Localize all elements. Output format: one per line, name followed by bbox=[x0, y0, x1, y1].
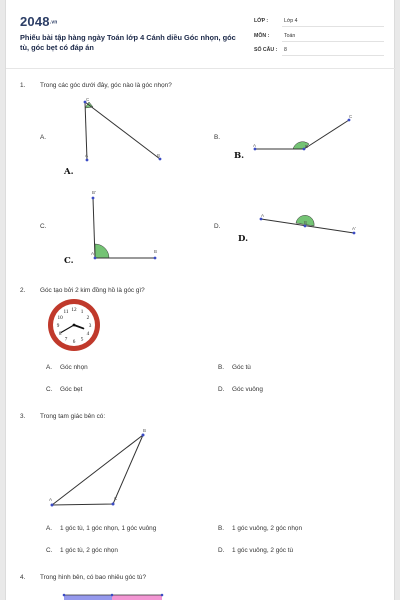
q1c-point-label: B' bbox=[92, 190, 96, 195]
q2-clock-image bbox=[46, 297, 102, 353]
q1-option-a-letter[interactable]: A. bbox=[40, 134, 47, 141]
meta-divider bbox=[282, 41, 384, 42]
q4-number: 4. bbox=[20, 574, 26, 581]
q2-option-c-letter[interactable]: C. bbox=[46, 386, 53, 393]
q3-point-label: B bbox=[143, 428, 147, 433]
q2-option-d-letter[interactable]: D. bbox=[218, 386, 225, 393]
q3-point-label: A bbox=[49, 497, 53, 502]
q1a-point-label: C bbox=[86, 97, 90, 102]
q1-figure-a bbox=[76, 97, 166, 169]
meta-label-class: LỚP : bbox=[254, 18, 269, 24]
q1c-point-label: B bbox=[154, 249, 158, 254]
clock-numeral: 2 bbox=[86, 314, 90, 321]
q3-option-c-letter[interactable]: C. bbox=[46, 547, 53, 554]
q1d-point-label: B bbox=[304, 220, 308, 225]
clock-numeral: 3 bbox=[88, 322, 92, 329]
q4-text: Trong hình bên, có bao nhiêu góc tù? bbox=[40, 574, 146, 581]
q2-option-b-text[interactable]: Góc tù bbox=[232, 364, 251, 371]
q1b-point-label: B bbox=[305, 144, 309, 149]
meta-label-subject: MÔN : bbox=[254, 33, 270, 39]
q3-option-d-text[interactable]: 1 góc vuông, 2 góc tù bbox=[232, 547, 294, 554]
header-divider bbox=[6, 68, 396, 69]
q3-option-a-text[interactable]: 1 góc tù, 1 góc nhọn, 1 góc vuông bbox=[60, 525, 157, 532]
clock-numeral: 4 bbox=[86, 330, 90, 337]
clock-numeral: 8 bbox=[58, 330, 62, 337]
q1d-point-label: A bbox=[261, 213, 265, 218]
q2-option-d-text[interactable]: Góc vuông bbox=[232, 386, 263, 393]
q1-figure-c bbox=[86, 190, 166, 262]
q1-text: Trong các góc dưới đây, góc nào là góc nhọn? bbox=[40, 82, 172, 89]
clock-numeral: 11 bbox=[63, 308, 69, 315]
site-logo[interactable] bbox=[20, 14, 58, 29]
q1-figure-a-caption: A. bbox=[64, 167, 74, 177]
q1-figure-d bbox=[258, 214, 358, 238]
q2-option-a-text[interactable]: Góc nhọn bbox=[60, 364, 88, 371]
worksheet-page bbox=[5, 0, 395, 600]
clock-numeral: 6 bbox=[72, 338, 76, 345]
q1b-point-label: A bbox=[253, 143, 257, 148]
q1d-point-label: A' bbox=[352, 226, 356, 231]
q1a-point-label: A bbox=[85, 153, 89, 158]
page-title: Phiếu bài tập hàng ngày Toán lớp 4 Cánh diều Góc nhọn, góc tù, góc bẹt có đáp án bbox=[20, 33, 236, 52]
q1c-point-label: A bbox=[91, 251, 95, 256]
clock-numeral: 10 bbox=[57, 314, 63, 321]
q3-option-c-text[interactable]: 1 góc tù, 2 góc nhọn bbox=[60, 547, 118, 554]
q1-figure-c-caption: C. bbox=[64, 256, 74, 266]
meta-divider bbox=[282, 26, 384, 27]
clock-numeral: 12 bbox=[71, 306, 77, 313]
q1-option-c-letter[interactable]: C. bbox=[40, 223, 47, 230]
q2-option-b-letter[interactable]: B. bbox=[218, 364, 225, 371]
q2-option-c-text[interactable]: Góc bẹt bbox=[60, 386, 83, 393]
clock-numeral: 5 bbox=[80, 336, 84, 343]
meta-divider bbox=[282, 55, 384, 56]
q2-number: 2. bbox=[20, 287, 26, 294]
q1-figure-b bbox=[252, 115, 352, 155]
q1-number: 1. bbox=[20, 82, 26, 89]
q1-figure-b-caption: B. bbox=[234, 151, 245, 161]
meta-value-subject: Toán bbox=[284, 33, 296, 39]
q3-option-b-letter[interactable]: B. bbox=[218, 525, 225, 532]
q1-option-d-letter[interactable]: D. bbox=[214, 223, 221, 230]
q3-number: 3. bbox=[20, 413, 26, 420]
clock-numeral: 7 bbox=[64, 336, 68, 343]
q3-text: Trong tam giác bên có: bbox=[40, 413, 106, 420]
meta-value-class: Lớp 4 bbox=[284, 18, 298, 24]
q3-option-b-text[interactable]: 1 góc vuông, 2 góc nhọn bbox=[232, 525, 302, 532]
q1b-point-label: C bbox=[349, 114, 353, 119]
clock-numeral: 9 bbox=[56, 322, 60, 329]
q1-option-b-letter[interactable]: B. bbox=[214, 134, 221, 141]
meta-label-count: SỐ CÂU : bbox=[254, 47, 278, 53]
q3-point-label: C bbox=[114, 496, 118, 501]
logo-tld: .vn bbox=[49, 19, 58, 26]
meta-value-count: 8 bbox=[284, 47, 287, 53]
q4-figure bbox=[58, 592, 168, 600]
q3-triangle-figure bbox=[46, 424, 156, 510]
clock-numeral: 1 bbox=[80, 308, 84, 315]
q2-option-a-letter[interactable]: A. bbox=[46, 364, 53, 371]
q2-text: Góc tạo bởi 2 kim đồng hồ là góc gì? bbox=[40, 287, 145, 294]
q1a-point-label: B bbox=[157, 153, 161, 158]
q1-figure-d-caption: D. bbox=[238, 234, 249, 244]
q3-option-a-letter[interactable]: A. bbox=[46, 525, 53, 532]
logo-main: 2048 bbox=[20, 14, 50, 29]
q3-option-d-letter[interactable]: D. bbox=[218, 547, 225, 554]
